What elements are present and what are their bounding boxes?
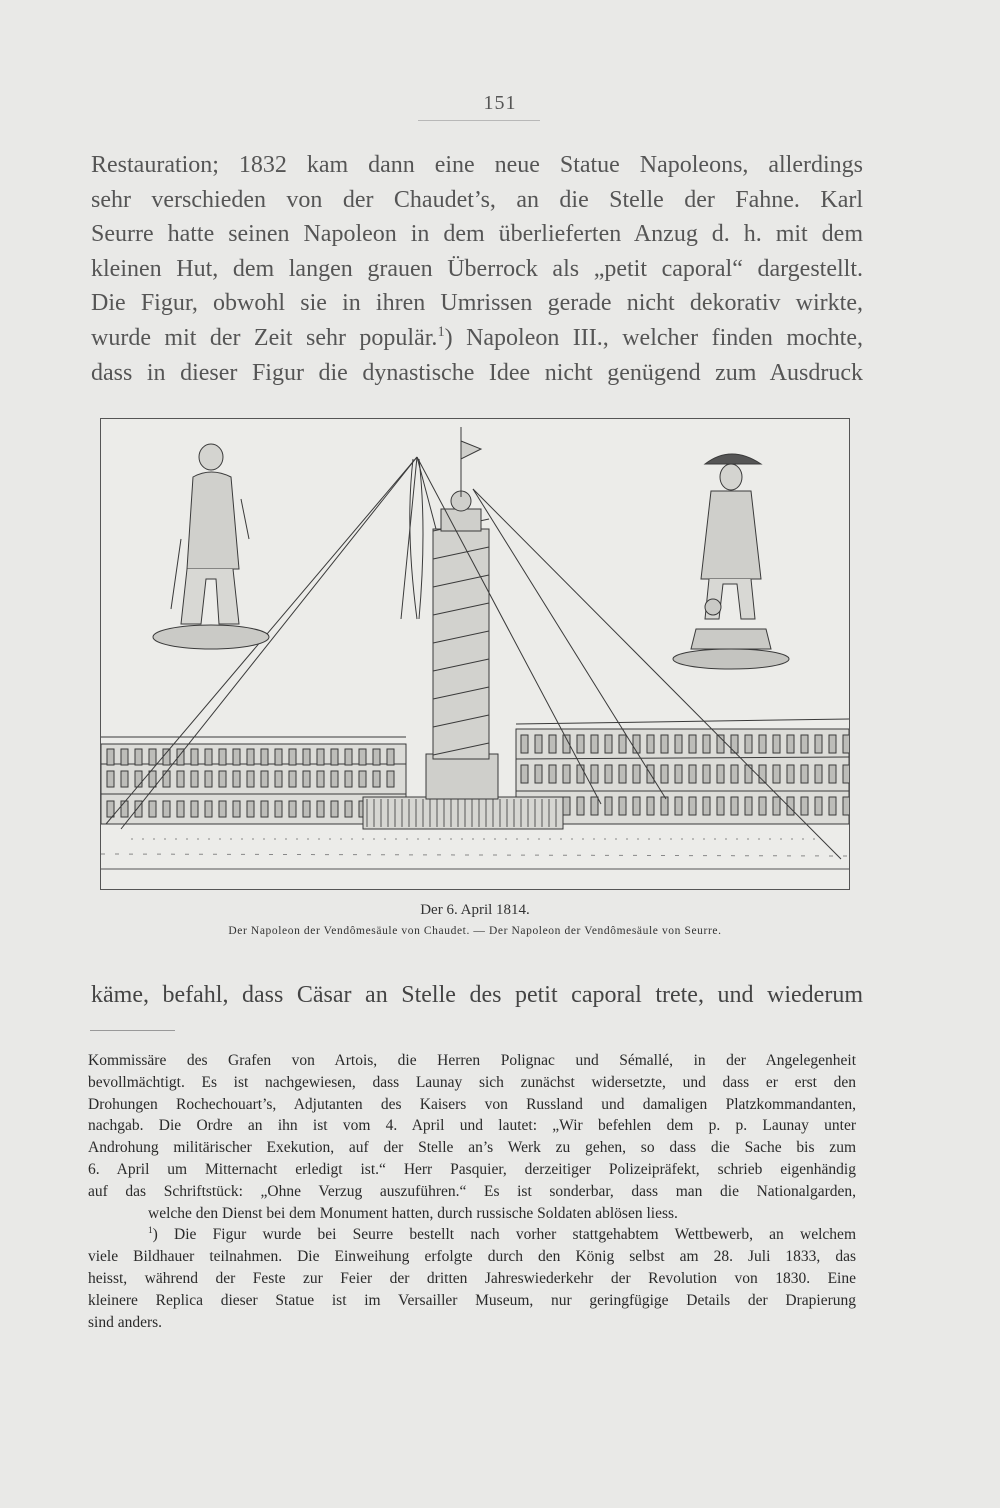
footnote-line: viele Bildhauer teilnahmen. Die Einweihung erfolgte durch den König selbst am 28. Juli 1833, das [88, 1248, 856, 1266]
building-window [247, 771, 254, 787]
building-window [149, 771, 156, 787]
footnote-line: heisst, während der Feste zur Feier der dritten Jahreswiederkehr der Revolution von 1830. Eine [88, 1269, 856, 1287]
footnote-line: Kommissäre des Grafen von Artois, die Herren Polignac und Sémallé, in der Angelegenheit [88, 1052, 856, 1069]
building-window [387, 749, 394, 765]
footnote-line: nachgab. Die Ordre an ihn ist vom 4. April und lautet: „Wir befehlen dem p. p. Launay unter [88, 1117, 856, 1135]
building-window [331, 771, 338, 787]
building-window [829, 765, 836, 783]
building-window [233, 771, 240, 787]
building-window [191, 749, 198, 765]
building-window [633, 735, 640, 753]
building-window [261, 749, 268, 765]
body-line-with-note [91, 321, 863, 356]
building-window [549, 735, 556, 753]
building-window [303, 771, 310, 787]
building-window [563, 797, 570, 815]
footnote-rule [90, 1030, 175, 1031]
building-window [717, 765, 724, 783]
building-window [521, 765, 528, 783]
building-window [317, 801, 324, 817]
building-window [331, 801, 338, 817]
building-window [773, 797, 780, 815]
building-window [605, 735, 612, 753]
building-window [633, 765, 640, 783]
building-window [801, 735, 808, 753]
building-window [317, 771, 324, 787]
building-window [745, 765, 752, 783]
building-window [261, 801, 268, 817]
footnote-line: Androhung militärischer Exekution, auf der Stelle an’s Werk zu gehen, so dass die Sache bis zum [88, 1139, 856, 1157]
building-window [233, 749, 240, 765]
building-window [219, 749, 226, 765]
building-window [703, 797, 710, 815]
footnote-marker: 1 [148, 1226, 153, 1237]
engraving-illustration [100, 418, 850, 890]
building-window [289, 771, 296, 787]
building-window [247, 749, 254, 765]
footnote-1-first-line [88, 1224, 856, 1246]
building-window [675, 735, 682, 753]
building-window [261, 771, 268, 787]
building-window [591, 797, 598, 815]
building-window [247, 801, 254, 817]
footnote-line: kleinere Replica dieser Statue ist im Versailler Museum, nur geringfügige Details der Drapierung [88, 1291, 856, 1309]
footnote-marker: 1 [437, 323, 445, 340]
building-window [331, 749, 338, 765]
building-window [591, 735, 598, 753]
footnotes-block [88, 1050, 856, 1333]
building-window [647, 735, 654, 753]
building-window [815, 797, 822, 815]
building-window [303, 801, 310, 817]
building-window [535, 765, 542, 783]
body-line: Restauration; 1832 kam dann eine neue Statue Napoleons, allerdings [91, 152, 863, 178]
building-window [205, 749, 212, 765]
building-window [549, 765, 556, 783]
building-window [219, 801, 226, 817]
building-window [345, 749, 352, 765]
building-window [233, 801, 240, 817]
building-window [107, 749, 114, 765]
building-window [303, 749, 310, 765]
building-window [605, 765, 612, 783]
building-window [773, 735, 780, 753]
building-window [275, 771, 282, 787]
building-window [577, 765, 584, 783]
building-window [275, 749, 282, 765]
building-window [135, 749, 142, 765]
building-window [843, 765, 849, 783]
building-window [107, 771, 114, 787]
footnote-line: Drohungen Rochechouart’s, Adjutanten des Kaisers von Russland und damaligen Platzkommandanten, [88, 1095, 856, 1113]
building-window [787, 735, 794, 753]
building-window [191, 801, 198, 817]
building-window [619, 735, 626, 753]
vendome-column [426, 491, 498, 799]
building-window [121, 749, 128, 765]
figure-caption: Der 6. April 1814. [420, 902, 530, 918]
building-window [275, 801, 282, 817]
building-window [121, 771, 128, 787]
building-window [387, 771, 394, 787]
building-window [759, 735, 766, 753]
body-line: dass in dieser Figur die dynastische Idee nicht genügend zum Ausdruck [91, 359, 863, 386]
building-window [577, 735, 584, 753]
building-window [829, 735, 836, 753]
body-line: sehr verschieden von der Chaudet’s, an die Stelle der Fahne. Karl [91, 186, 863, 213]
building-window [661, 797, 668, 815]
footnote-line: bevollmächtigt. Es ist nachgewiesen, dass Launay sich zunächst widersetzte, und dass er erst den [88, 1073, 856, 1091]
building-window [829, 797, 836, 815]
building-window [163, 749, 170, 765]
body-paragraph [91, 148, 863, 390]
building-window [815, 735, 822, 753]
building-window [345, 801, 352, 817]
building-window [801, 797, 808, 815]
building-window [219, 771, 226, 787]
building-window [773, 765, 780, 783]
building-window [345, 771, 352, 787]
vendome-column-engraving [101, 419, 849, 889]
footnote-line: 6. April um Mitternacht erledigt ist.“ Herr Pasquier, derzeitiger Polizeipräfekt, schrieb eigenhändig [88, 1160, 856, 1178]
building-window [205, 801, 212, 817]
building-window [149, 801, 156, 817]
footnote-line: sind anders. [88, 1313, 163, 1331]
building-window [745, 797, 752, 815]
building-window [731, 765, 738, 783]
building-window [689, 797, 696, 815]
footnote-line: auf das Schriftstück: „Ohne Verzug auszuführen.“ Es ist sonderbar, dass man die Nationalgarden, [88, 1182, 856, 1200]
building-window [521, 735, 528, 753]
building-window [703, 735, 710, 753]
building-window [619, 797, 626, 815]
footnote-text: ) Die Figur wurde bei Seurre bestellt nach vorher stattgehabtem Wettbewerb, an welchem [152, 1226, 856, 1244]
building-window [373, 749, 380, 765]
chaudet-napoleon-statue [153, 444, 269, 649]
building-window [289, 801, 296, 817]
building-window [661, 765, 668, 783]
page-number: 151 [483, 92, 517, 114]
building-window [689, 765, 696, 783]
building-window [815, 765, 822, 783]
building-window [359, 749, 366, 765]
building-window [205, 771, 212, 787]
building-window [317, 749, 324, 765]
building-window [675, 797, 682, 815]
building-window [731, 797, 738, 815]
body-line-start: wurde mit der Zeit sehr populär. [91, 324, 438, 351]
page-number-rule [418, 120, 540, 121]
building-window [563, 765, 570, 783]
building-window [121, 801, 128, 817]
building-window [373, 771, 380, 787]
building-window [647, 797, 654, 815]
building-window [605, 797, 612, 815]
building-window [177, 801, 184, 817]
body-line: Seurre hatte seinen Napoleon in dem überlieferten Anzug d. h. mit dem [91, 221, 863, 248]
building-window [787, 765, 794, 783]
building-window [731, 735, 738, 753]
building-window [107, 801, 114, 817]
seurre-napoleon-statue [673, 454, 789, 669]
building-window [577, 797, 584, 815]
building-window [717, 797, 724, 815]
building-window [135, 771, 142, 787]
building-window [703, 765, 710, 783]
building-window [661, 735, 668, 753]
footnote-line: welche den Dienst bei dem Monument hatten, durch russische Soldaten ablösen liess. [148, 1204, 678, 1222]
building-window [689, 735, 696, 753]
building-window [535, 735, 542, 753]
building-window [163, 801, 170, 817]
building-window [359, 771, 366, 787]
building-window [619, 765, 626, 783]
building-window [163, 771, 170, 787]
continuation-line: käme, befahl, dass Cäsar an Stelle des petit caporal trete, und wiederum [91, 982, 863, 1008]
building-window [745, 735, 752, 753]
building-window [633, 797, 640, 815]
building-window [759, 797, 766, 815]
building-window [591, 765, 598, 783]
building-window [843, 797, 849, 815]
building-window [675, 765, 682, 783]
building-window [289, 749, 296, 765]
building-window [177, 771, 184, 787]
figure-subcaption: Der Napoleon der Vendômesäule von Chaudet. — Der Napoleon der Vendômesäule von Seurre. [228, 925, 722, 937]
body-line: Die Figur, obwohl sie in ihren Umrissen gerade nicht dekorativ wirkte, [91, 290, 863, 317]
body-line-end: ) Napoleon III., welcher finden mochte, [444, 324, 863, 351]
building-window [801, 765, 808, 783]
building-window [843, 735, 849, 753]
building-window [191, 771, 198, 787]
body-line: kleinen Hut, dem langen grauen Überrock als „petit caporal“ dargestellt. [91, 255, 863, 282]
building-window [149, 749, 156, 765]
